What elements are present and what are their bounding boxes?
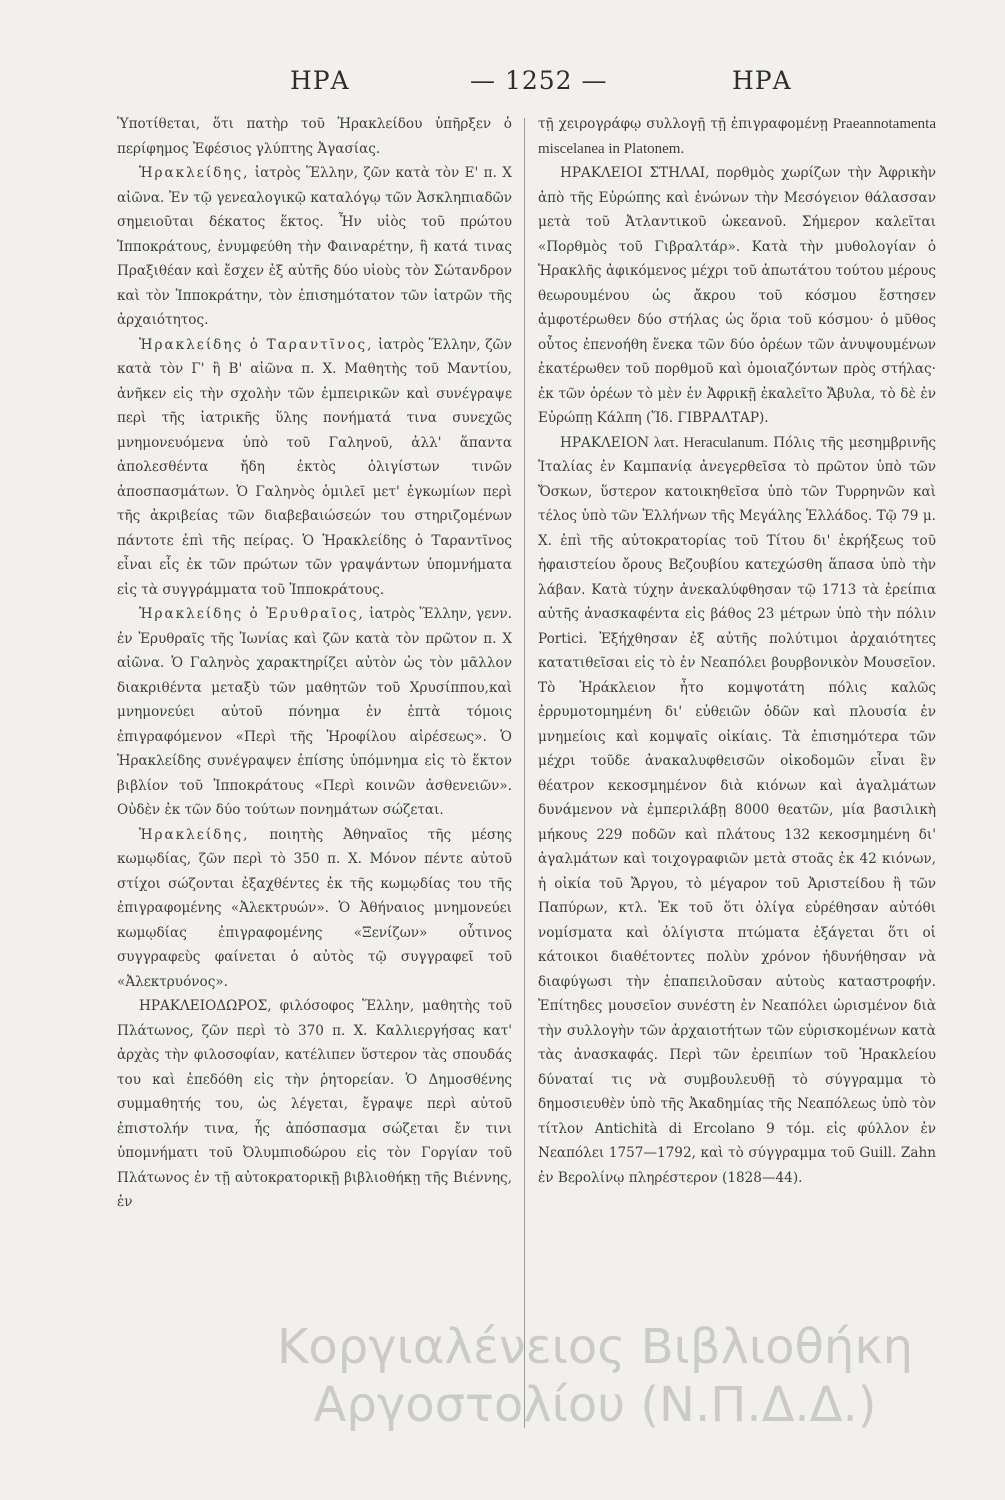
running-head (0, 66, 1005, 102)
entry-headword: Ἡρακλείδης ὁ Ταραντῖνος, (139, 336, 374, 353)
entry-text: φιλόσοφος Ἕλλην, μαθητὴς τοῦ Πλάτωνος, ζῶν περὶ τὸ 370 π. Χ. Καλλιεργήσας κατ' ἀρχὰς τὴν φιλοσοφίαν, κατέλιπεν ὕστερον τὰς σπουδάς του καὶ ἐπεδόθη εἰς τὴν ῥητορείαν. Ὁ Δημοσθένης συμμαθητής του, ὡς λέγεται, ἔγραψε περὶ αὐτοῦ ἐπιστολήν τινα, ἧς ἀπόσπασμα σώζεται ἔν τινι ὑπομνήματι τοῦ Ὀλυμπιοδώρου εἰς τὸν Γοργίαν τοῦ Πλάτωνος ἐν τῇ αὐτοκρατορικῇ βιβλιοθήκῃ τῆς Βιέννης, ἐν (117, 998, 512, 1210)
entry-paragraph (117, 994, 512, 1215)
watermark-line-1: Κοργιαλένειος Βιβλιοθήκη (276, 1319, 914, 1375)
latin-title: Praeannotamenta miscelanea in Platonem. (538, 116, 936, 157)
entry-text: ἰατρὸς Ἕλλην, ζῶν κατὰ τὸν Γ' ἢ Β' αἰῶνα π. Χ. Μαθητὴς τοῦ Μαντίου, ἀνῆκεν εἰς τὴν σχολὴν τῶν ἐμπειρικῶν καὶ συνέγραψε περὶ τῆς ἰατρικῆς ὕλης πονήματά τινα συνεχῶς μνημονευόμενα ὑπὸ τοῦ Γαληνοῦ, ἀλλ' ἅπαντα ἀπολεσθέντα ἤδη ἐκτὸς ὀλιγίστων τινῶν ἀποσπασμάτων. Ὁ Γαληνὸς ὁμιλεῖ μετ' ἐγκωμίων περὶ τῆς ἀκριβείας τῶν διαβεβαιώσεών του στηριζομένων πάντοτε ἐπὶ τῆς πείρας. Ὁ Ἡρακλείδης ὁ Ταραντῖνος εἶναι εἷς ἐκ τῶν πρώτων τῶν γραψάντων ὑπομνήματα εἰς τὰ συγγράμματα τοῦ Ἱπποκράτους. (117, 336, 512, 598)
latin-name: λατ. Heraculanum. (649, 434, 768, 451)
right-column (538, 112, 936, 1442)
paragraph-text: Ὑποτίθεται, ὅτι πατὴρ τοῦ Ἡρακλείδου ὑπῆρξεν ὁ περίφημος Ἐφέσιος γλύπτης Ἀγασίας. (117, 116, 512, 157)
entry-paragraph (117, 602, 512, 823)
column-divider (524, 118, 525, 1428)
entry-headword: Ἡρακλείδης, (139, 826, 250, 843)
entry-headword: ΗΡΑΚΛΕΙΟΝ (560, 434, 650, 451)
entry-headword: ΗΡΑΚΛΕΙΟΙ ΣΤΗΛΑΙ, (560, 165, 710, 181)
entry-text: ἰατρὸς Ἕλλην, ζῶν κατὰ τὸν Ε' π. Χ αἰῶνα. Ἐν τῷ γενεαλογικῷ καταλόγῳ τῶν Ἀσκληπιαδῶν σημειοῦται δέκατος ἕκτος. Ἦν υἱὸς τοῦ πρώτου Ἱπποκράτους, ἐνυμφεύθη τὴν Φαιναρέτην, ἢ κατά τινας Πραξιθέαν καὶ ἔσχεν ἐξ αὐτῆς δύο υἱοὺς τὸν Σώτανδρον καὶ τὸν Ἱπποκράτην, τὸν ἐπισημότατον τῶν ἰατρῶν τῆς ἀρχαιότητος. (117, 165, 512, 328)
entry-paragraph (117, 333, 512, 603)
entry-text: Πόλις τῆς μεσημβρινῆς Ἰταλίας ἐν Καμπανίᾳ ἀνεγερθεῖσα τὸ πρῶτον ὑπὸ τῶν Ὄσκων, ὕστερον κατοικηθεῖσα ὑπὸ τῶν Τυρρηνῶν καὶ τέλος ὑπὸ τῶν Ἑλλήνων τῆς Μεγάλης Ἑλλάδος. Τῷ 79 μ. Χ. ἐπὶ τῆς αὐτοκρατορίας τοῦ Τίτου δι' ἐκρήξεως τοῦ ἡφαιστείου ὄρους Βεζουβίου κατεχώσθη ἅπασα ὑπὸ τὴν λάβαν. Κατὰ τύχην ἀνεκαλύφθησαν τῷ 1713 τὰ ἐρείπια αὐτῆς ἀνασκαφέντα εἰς βάθος 23 μέτρων ὑπὸ τὴν πόλιν Portici. Ἐξήχθησαν ἐξ αὐτῆς πολύτιμοι ἀρχαιότητες κατατιθεῖσαι εἰς τὸ ἐν Νεαπόλει βουρβονικὸν Μουσεῖον. Τὸ Ἡράκλειον ἦτο κομψοτάτη πόλις καλῶς ἐρρυμοτομημένη δι' εὐθειῶν ὁδῶν καὶ πλουσία ἐν μνημείοις καὶ κομψαῖς οἰκίαις. Τὰ ἐπισημότερα τῶν μέχρι τοῦδε ἀνακαλυφθεισῶν οἰκοδομῶν εἶναι ἓν θέατρον κεκοσμημένον διὰ κιόνων καὶ ἀγαλμάτων δυνάμενον νὰ ἐμπεριλάβῃ 8000 θεατῶν, μία βασιλικὴ μήκους 229 ποδῶν καὶ πλάτους 132 κεκοσμημένη δι' ἀγαλμάτων καὶ τοιχογραφιῶν μετὰ στοᾶς ἐκ 42 κιόνων, ἡ οἰκία τοῦ Ἄργου, τὸ μέγαρον τοῦ Ἀριστείδου ἢ τῶν Παπύρων, κτλ. Ἐκ τοῦ ὅτι ὀλίγα εὑρέθησαν αὐτόθι νομίσματα καὶ ὀλίγιστα πτώματα ἐξάγεται ὅτι οἱ κάτοικοι διαθέτοντες πολὺν χρόνον ἠδυνήθησαν νὰ διαφύγωσι τὴν ἐπαπειλοῦσαν αὐτοὺς καταστροφήν. Ἐπίτηδες μουσεῖον συνέστη ἐν Νεαπόλει ὡρισμένον διὰ τὴν συλλογὴν τῶν ἀρχαιοτήτων τῶν εὑρισκομένων κατὰ τὰς ἀνασκαφάς. Περὶ τῶν ἐρειπίων τοῦ Ἡρακλείου δύναταί τις νὰ συμβουλευθῇ τὸ σύγγραμμα τὸ δημοσιευθὲν ὑπὸ τῆς Ἀκαδημίας τῆς Νεαπόλεως ὑπὸ τὸν τίτλον Antichità di Ercolano 9 τόμ. εἰς φύλλον ἐν Νεαπόλει 1757—1792, καὶ τὸ σύγγραμμα τοῦ Guill. Zahn ἐν Βερολίνῳ πληρέστερον (1828—44). (538, 434, 936, 1186)
running-head-left: ΗΡΑ (290, 66, 350, 95)
entry-text: ἰατρὸς Ἕλλην, γενν. ἐν Ἐρυθραῖς τῆς Ἰωνίας καὶ ζῶν κατὰ τὸν πρῶτον π. Χ αἰῶνα. Ὁ Γαληνὸς χαρακτηρίζει αὐτὸν ὡς τὸν μᾶλλον διακριθέντα μεταξὺ τῶν μαθητῶν τοῦ Χρυσίππου,καὶ μνημονεύει αὐτοῦ πόνημα ἐν ἑπτὰ τόμοις ἐπιγραφόμενον «Περὶ τῆς Ἡροφίλου αἱρέσεως». Ὁ Ἡρακλείδης συνέγραψεν ἐπίσης ὑπόμνημα εἰς τὸ ἕκτον βιβλίον τοῦ Ἱπποκράτους «Περὶ κοινῶν ἀσθενειῶν». Οὐδὲν ἐκ τῶν δύο τούτων πονημάτων σώζεται. (117, 606, 512, 818)
page-number: — 1252 — (470, 66, 608, 95)
entry-text: ποιητὴς Ἀθηναῖος τῆς μέσης κωμῳδίας, ζῶν περὶ τὸ 350 π. Χ. Μόνον πέντε αὐτοῦ στίχοι σώζονται ἐξαχθέντες ἐκ τῆς κωμῳδίας του τῆς ἐπιγραφομένης «Ἀλεκτρυών». Ὁ Ἀθήναιος μνημονεύει κωμῳδίας ἐπιγραφομένης «Ξενίζων» οὗτινος συγγραφεὺς φαίνεται ὁ αὐτὸς τῷ συγγραφεῖ τοῦ «Ἀλεκτρυόνος». (117, 826, 512, 990)
entry-headword: Ἡρακλείδης ὁ Ἐρυθραῖος, (139, 606, 365, 622)
entry-headword: Ἡρακλείδης, (139, 165, 250, 181)
paragraph (538, 112, 936, 161)
entry-paragraph (538, 431, 936, 1191)
entry-paragraph (538, 161, 936, 431)
entry-text: πορθμὸς χωρίζων τὴν Ἀφρικὴν ἀπὸ τῆς Εὐρώπης καὶ ἑνώνων τὴν Μεσόγειον θάλασσαν μετὰ τοῦ Ἀτλαντικοῦ ὠκεανοῦ. Σήμερον καλεῖται «Πορθμὸς τοῦ Γιβραλτάρ». Κατὰ τὴν μυθολογίαν ὁ Ἡρακλῆς ἀφικόμενος μέχρι τοῦ ἀπωτάτου τούτου μέρους θεωρουμένου ὡς ἄκρου τοῦ κόσμου ἔστησεν ἀμφοτέρωθεν δύο στήλας ὡς ὅρια τοῦ κόσμου· ὁ μῦθος οὗτος ἐπενοήθη ἕνεκα τῶν δύο ὀρέων τῶν ἀνυψουμένων ἑκατέρωθεν τοῦ πορθμοῦ καὶ ὁμοιαζόντων πρὸς στήλας· ἐκ τῶν ὀρέων τὸ μὲν ἐν Ἀφρικῇ ἐκαλεῖτο Ἄβυλα, τὸ δὲ ἐν Εὐρώπῃ Κάλπη (Ἴδ. ΓΙΒΡΑΛΤΑΡ). (538, 165, 936, 426)
watermark-line-2: Αργοστολίου (Ν.Π.Δ.Δ.) (313, 1377, 877, 1433)
running-head-right: ΗΡΑ (732, 66, 792, 95)
entry-paragraph (117, 161, 512, 333)
entry-headword: ΗΡΑΚΛΕΙΟΔΩΡΟΣ, (139, 998, 272, 1014)
left-column (117, 112, 512, 1442)
paragraph-text: τῇ χειρογράφῳ συλλογῇ τῇ ἐπιγραφομένῃ (538, 116, 833, 132)
entry-paragraph (117, 823, 512, 995)
paragraph (117, 112, 512, 161)
